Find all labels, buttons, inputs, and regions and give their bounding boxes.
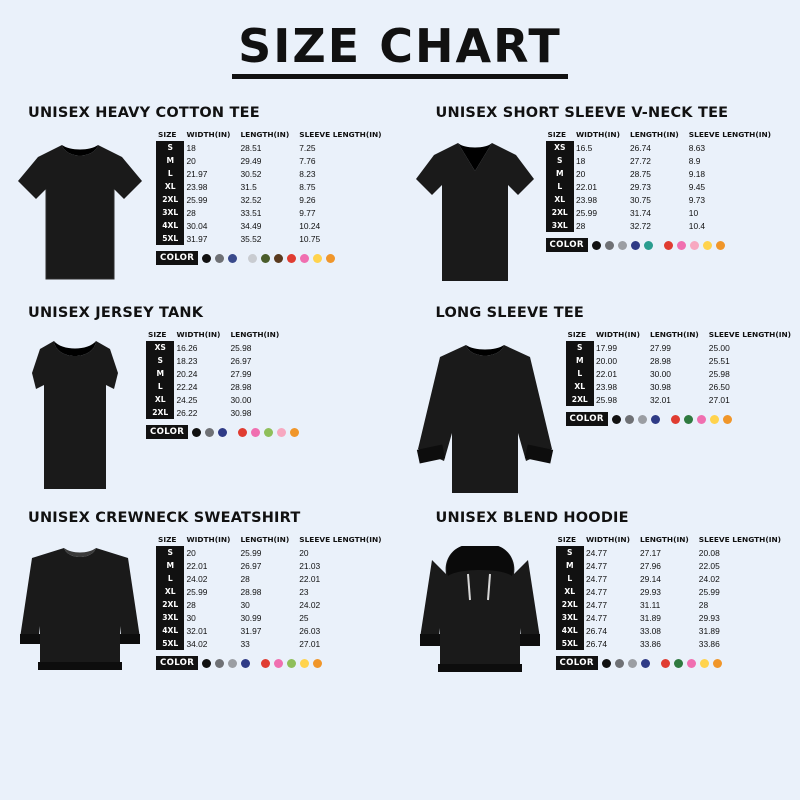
table-row: 2XL 28 30 24.02	[156, 598, 390, 611]
color-swatch[interactable]	[202, 659, 211, 668]
header-length: LENGTH(IN)	[230, 330, 280, 340]
table-row: XL 24.25 30.00	[146, 393, 287, 406]
table-row: 3XL 30 30.99 25	[156, 611, 390, 624]
color-swatches	[592, 241, 725, 250]
table-row: 2XL 25.99 32.52 9.26	[156, 193, 390, 206]
header-length: LENGTH(IN)	[639, 535, 689, 545]
table-row: L 21.97 30.52 8.23	[156, 167, 390, 180]
header-sleeve: SLEEVE LENGTH(IN)	[698, 535, 782, 545]
size-table	[566, 329, 800, 406]
product-title: UNISEX HEAVY COTTON TEE	[28, 105, 260, 122]
tshirt-icon	[10, 129, 150, 299]
table-header-row	[556, 534, 790, 546]
color-swatch[interactable]	[300, 659, 309, 668]
table-row: L 22.24 28.98	[146, 380, 287, 393]
color-swatches	[602, 659, 722, 668]
product-title: UNISEX JERSEY TANK	[28, 305, 204, 322]
color-swatch[interactable]	[248, 254, 257, 263]
color-swatch[interactable]	[215, 659, 224, 668]
header-sleeve: SLEEVE LENGTH(IN)	[299, 130, 382, 140]
table-header-row	[156, 129, 390, 141]
size-table	[156, 534, 390, 650]
product-card-long-sleeve-tee	[400, 301, 800, 506]
color-swatch[interactable]	[713, 659, 722, 668]
color-row	[146, 425, 390, 439]
table-row: M 20 28.75 9.18	[546, 167, 780, 180]
color-swatch[interactable]	[618, 241, 627, 250]
table-row: XL 24.77 29.93 25.99	[556, 585, 790, 598]
color-swatch[interactable]	[677, 241, 686, 250]
color-swatch[interactable]	[290, 428, 299, 437]
table-row: 5XL 26.74 33.86 33.86	[556, 637, 790, 650]
sweatshirt-icon	[10, 534, 150, 684]
table-row: S 17.99 27.99 25.00	[566, 341, 800, 354]
header-size: SIZE	[557, 535, 577, 545]
tank-top-icon	[10, 329, 140, 504]
size-table	[546, 129, 780, 232]
color-swatch[interactable]	[671, 415, 680, 424]
color-swatch[interactable]	[661, 659, 670, 668]
color-label: COLOR	[556, 656, 598, 670]
product-card-vneck-tee	[400, 101, 800, 301]
size-table	[146, 329, 287, 419]
table-row: 3XL 24.77 31.89 29.93	[556, 611, 790, 624]
header-sleeve: SLEEVE LENGTH(IN)	[299, 535, 382, 545]
color-swatch[interactable]	[602, 659, 611, 668]
color-swatch[interactable]	[644, 241, 653, 250]
header-length: LENGTH(IN)	[240, 130, 290, 140]
size-table	[556, 534, 790, 650]
table-row: M 20.00 28.98 25.51	[566, 354, 800, 367]
product-card-crewneck-sweatshirt	[0, 506, 400, 686]
color-swatch[interactable]	[274, 254, 283, 263]
product-title: UNISEX BLEND HOODIE	[435, 510, 629, 527]
table-row: 3XL 28 33.51 9.77	[156, 206, 390, 219]
color-row	[546, 238, 800, 252]
table-row: 2XL 26.22 30.98	[146, 406, 287, 419]
color-swatch[interactable]	[703, 241, 712, 250]
table-row: XL 23.98 30.98 26.50	[566, 380, 800, 393]
header-length: LENGTH(IN)	[629, 130, 679, 140]
color-swatch[interactable]	[690, 241, 699, 250]
color-swatch[interactable]	[287, 659, 296, 668]
header-size: SIZE	[158, 535, 177, 545]
color-swatches	[612, 415, 732, 424]
table-header-row	[566, 329, 800, 341]
header-size: SIZE	[148, 330, 167, 340]
table-row: M 20.24 27.99	[146, 367, 287, 380]
color-swatch[interactable]	[674, 659, 683, 668]
table-row: 2XL 24.77 31.11 28	[556, 598, 790, 611]
color-swatch[interactable]	[277, 428, 286, 437]
product-title: UNISEX CREWNECK SWEATSHIRT	[28, 510, 301, 527]
color-label: COLOR	[156, 251, 198, 265]
color-swatch[interactable]	[612, 415, 621, 424]
header-width: WIDTH(IN)	[576, 130, 620, 140]
color-swatch[interactable]	[238, 428, 247, 437]
color-swatch[interactable]	[215, 254, 224, 263]
color-swatch[interactable]	[313, 254, 322, 263]
table-header-row	[146, 329, 287, 341]
color-label: COLOR	[146, 425, 188, 439]
color-swatch[interactable]	[202, 254, 211, 263]
table-header-row	[546, 129, 780, 141]
product-card-jersey-tank	[0, 301, 400, 506]
table-row: 3XL 28 32.72 10.4	[546, 219, 780, 232]
table-row: S 18 27.72 8.9	[546, 154, 780, 167]
header-sleeve: SLEEVE LENGTH(IN)	[708, 330, 792, 340]
long-sleeve-tee-icon	[410, 329, 560, 504]
page-title-area	[0, 0, 800, 79]
table-row: S 18 28.51 7.25	[156, 141, 390, 154]
size-table-wrap	[546, 129, 800, 252]
color-swatch[interactable]	[287, 254, 296, 263]
table-row: 4XL 26.74 33.08 31.89	[556, 624, 790, 637]
color-swatch[interactable]	[615, 659, 624, 668]
color-swatch[interactable]	[723, 415, 732, 424]
header-size: SIZE	[547, 130, 567, 140]
color-swatches	[192, 428, 299, 437]
color-swatch[interactable]	[664, 241, 673, 250]
size-table-wrap	[146, 329, 390, 439]
color-swatch[interactable]	[641, 659, 650, 668]
color-swatch[interactable]	[228, 254, 237, 263]
color-swatch[interactable]	[625, 415, 634, 424]
table-row: S 18.23 26.97	[146, 354, 287, 367]
header-width: WIDTH(IN)	[186, 130, 231, 140]
header-length: LENGTH(IN)	[240, 535, 290, 545]
color-swatch[interactable]	[274, 659, 283, 668]
table-row: 5XL 31.97 35.52 10.75	[156, 232, 390, 245]
color-swatch[interactable]	[251, 428, 260, 437]
color-swatch[interactable]	[300, 254, 309, 263]
color-label: COLOR	[156, 656, 198, 670]
color-swatch[interactable]	[638, 415, 647, 424]
color-swatch[interactable]	[205, 428, 214, 437]
color-swatch[interactable]	[264, 428, 273, 437]
page-title: SIZE CHART	[232, 22, 568, 79]
product-title: UNISEX SHORT SLEEVE V-NECK TEE	[435, 105, 729, 122]
color-swatch[interactable]	[592, 241, 601, 250]
size-table-wrap	[556, 534, 800, 670]
product-title: LONG SLEEVE TEE	[435, 305, 585, 322]
color-swatch[interactable]	[684, 415, 693, 424]
product-card-blend-hoodie	[400, 506, 800, 686]
table-row: L 24.02 28 22.01	[156, 572, 390, 585]
table-row: XL 23.98 30.75 9.73	[546, 193, 780, 206]
hoodie-icon	[410, 534, 550, 684]
color-swatch[interactable]	[687, 659, 696, 668]
table-row: 5XL 34.02 33 27.01	[156, 637, 390, 650]
color-swatch[interactable]	[628, 659, 637, 668]
color-swatch[interactable]	[651, 415, 660, 424]
table-row: XL 25.99 28.98 23	[156, 585, 390, 598]
color-swatch[interactable]	[228, 659, 237, 668]
table-row: S 24.77 27.17 20.08	[556, 546, 790, 559]
color-swatch[interactable]	[697, 415, 706, 424]
table-row: 2XL 25.98 32.01 27.01	[566, 393, 800, 406]
table-row: L 24.77 29.14 24.02	[556, 572, 790, 585]
header-sleeve: SLEEVE LENGTH(IN)	[688, 130, 772, 140]
color-row	[566, 412, 800, 426]
color-swatch[interactable]	[192, 428, 201, 437]
size-table-wrap	[156, 534, 390, 670]
table-row: XS 16.5 26.74 8.63	[546, 141, 780, 154]
table-row: XS 16.26 25.98	[146, 341, 287, 354]
header-width: WIDTH(IN)	[586, 535, 630, 545]
color-label: COLOR	[566, 412, 608, 426]
color-swatch[interactable]	[631, 241, 640, 250]
color-swatch[interactable]	[710, 415, 719, 424]
table-row: M 24.77 27.96 22.05	[556, 559, 790, 572]
color-swatches	[202, 254, 335, 263]
header-length: LENGTH(IN)	[649, 330, 699, 340]
color-label: COLOR	[546, 238, 588, 252]
color-swatch[interactable]	[326, 254, 335, 263]
product-grid	[0, 101, 800, 686]
header-width: WIDTH(IN)	[176, 330, 221, 340]
table-row: 2XL 25.99 31.74 10	[546, 206, 780, 219]
color-row	[156, 656, 390, 670]
table-row: 4XL 32.01 31.97 26.03	[156, 624, 390, 637]
color-row	[156, 251, 390, 265]
header-size: SIZE	[158, 130, 177, 140]
header-size: SIZE	[567, 330, 587, 340]
color-swatch[interactable]	[605, 241, 614, 250]
color-row	[556, 656, 800, 670]
table-row: L 22.01 29.73 9.45	[546, 180, 780, 193]
size-table	[156, 129, 390, 245]
header-width: WIDTH(IN)	[186, 535, 231, 545]
table-row: M 20 29.49 7.76	[156, 154, 390, 167]
table-header-row	[156, 534, 390, 546]
size-table-wrap	[566, 329, 800, 426]
product-card-heavy-cotton-tee	[0, 101, 400, 301]
table-row: 4XL 30.04 34.49 10.24	[156, 219, 390, 232]
size-table-wrap	[156, 129, 390, 265]
color-swatch[interactable]	[700, 659, 709, 668]
table-row: XL 23.98 31.5 8.75	[156, 180, 390, 193]
color-swatch[interactable]	[261, 254, 270, 263]
color-swatches	[202, 659, 322, 668]
vneck-tshirt-icon	[410, 129, 540, 299]
table-row: S 20 25.99 20	[156, 546, 390, 559]
table-row: L 22.01 30.00 25.98	[566, 367, 800, 380]
color-swatch[interactable]	[261, 659, 270, 668]
table-row: M 22.01 26.97 21.03	[156, 559, 390, 572]
color-swatch[interactable]	[313, 659, 322, 668]
header-width: WIDTH(IN)	[596, 330, 640, 340]
color-swatch[interactable]	[241, 659, 250, 668]
color-swatch[interactable]	[218, 428, 227, 437]
color-swatch[interactable]	[716, 241, 725, 250]
